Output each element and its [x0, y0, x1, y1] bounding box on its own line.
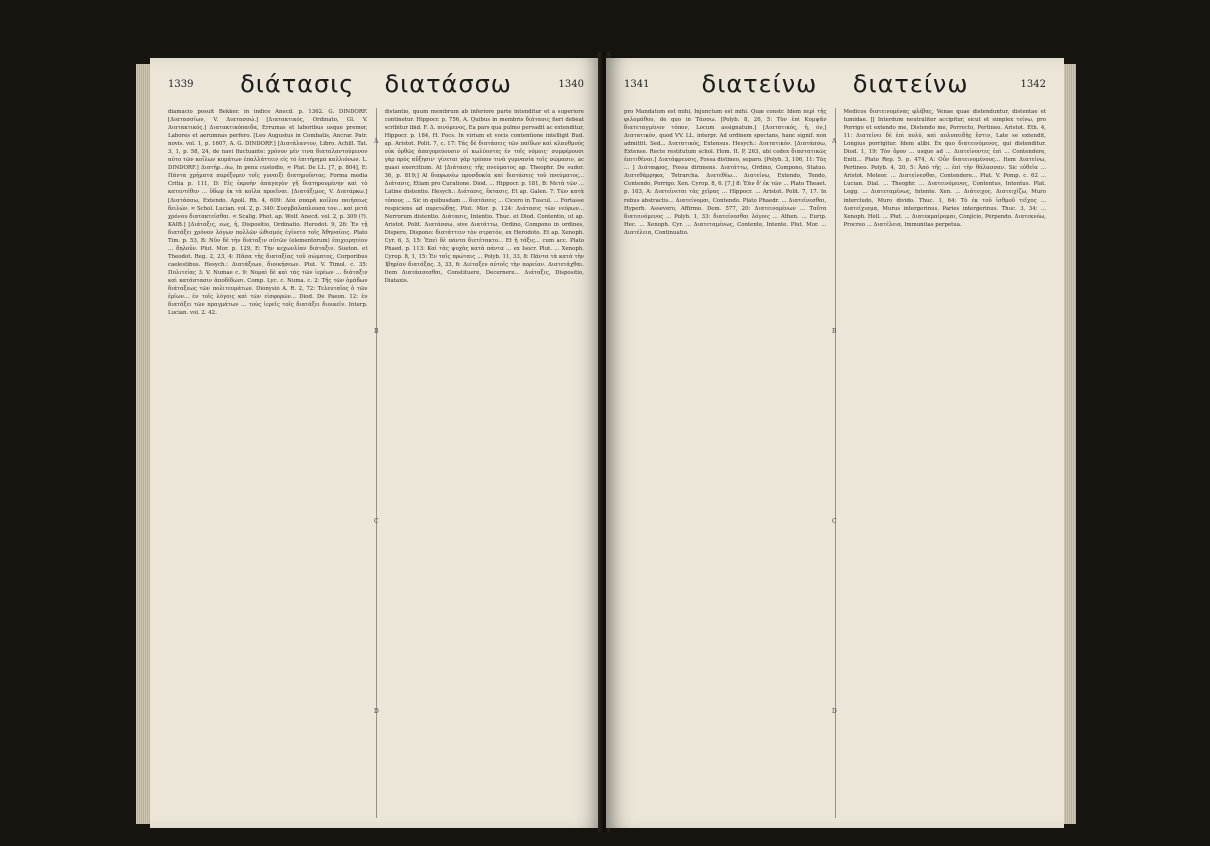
- page-number: 1340: [558, 78, 584, 90]
- running-headword: διατείνω: [852, 70, 969, 98]
- right-page-header: [624, 64, 1046, 104]
- margin-letter: A: [374, 138, 379, 145]
- left-page-header: [168, 64, 584, 104]
- running-headword: διατάσσω: [384, 70, 512, 98]
- margin-letter: B: [832, 328, 837, 335]
- column-text: distantio, quum membrum ab inferiore parte intenditur et a superiore continetur. Hippocr. p. 756, A. Quibus in membris διάτασις fieri debeat scribitur ibid. F. Δ. πινόμενος, Ea pars qua pulmo pervadit ac extenditur, Hippocr. p. 184, H. Focs. In virium et vocis contentione intelligit Bud. ap. Aristot. Polit. 7, c. 17: Τὰς δὲ διατάσεις τῶν παίδων καὶ κλαυθμοὺς οὐκ ὀρθῶς ἀπαγορεύουσιν οἱ κωλύοντες ἐν τοῖς νόμοις· συμφέρουσι γὰρ πρὸς αὔξησιν· γίνεται γὰρ τρόπον τινὰ γυμνασία τοῖς σώμασιν, ac quasi exercitium. At [Διάτασις τῆς πνεύματος ap. Theophr. De sudor. 36, p. 819;] Al διαφωνέω προσδοκία καὶ διατάσεις τοῦ πνεύματος... Διάτασις, Etiam pro Curatione. Diod. ... Hippocr. p. 181, B: Μετὰ τῶν ... Latine distentio. Hesych.: Διάτασις, ἔκτασις. Et ap. Galen. 7: Τῶν κατὰ τόπους ... Sic in quibusdam ... διατάσεις ... Cicero in Tuscul. ... Fortasse respiciens ad πυρετώδης. Plut. Mor. p. 124: Διάτασις τῶν νεύρων... Nerrorum distentio. Διάτασις, Intentio. Thuc. et Diod. Contentio, ut ap. Aristot. Polit. Διατάσσω, sive Διατάττω, Ordino, Compono in ordines, Dispero, Dispono: διατάττειν τὸν στρατόν, ex Herodoto. Et ap. Xenoph. Cyr. 6, 3, 15: Ἐπεὶ δὲ πάντα διετέτακτο... Et ἡ τάξις... cum acc. Plato Phaed. p. 113: Καὶ τὰς ψυχὰς κατὰ πάντα ... ex Isocr. Plut. ... Xenoph. Cyrop. 8, 1, 15: Ἐν ταῖς πρώταις ... Polyb. 11, 33, 8: Πάντα τὰ κατὰ τὴν Ἰβηρίαν διατάξας. 3, 33, 6: Διέταξεν αὐτοῖς τὴν πορείαν. Διατετάχθαι. Item Διατάσσεσθαι, Constituere, Decernere... Διάταξις, Dispositio, Diataxis.: [384, 109, 584, 284]
- page-number: 1342: [1020, 78, 1046, 90]
- running-headword: διάτασις: [240, 70, 355, 98]
- page-number: 1341: [624, 78, 650, 90]
- margin-letter: C: [832, 518, 837, 525]
- page-number: 1339: [168, 78, 194, 90]
- column-text: pro Mandatum est mihi, Injunctum est mihi. Quæ constr. Idem περὶ τῆς φιλομάθου, de quo in Τάσσω. [Polyb. 8, 26, 5: Τὸν ἐπὶ Κομψᾶν διατεταγμένον τόπον, Locum assignatum.] [Διατατικός, ἡ, όν,] Διατατικόν, quod VV. LL. interpr. Ad ordinem spectans, hanc signif. non admittit. Sed... Διατατικός, Extensus. Hesych.: Διατατικόν. [Διατάσσω, Extense. Recte restitutum schol. Hom. II. P, 263, ubi codex διαστατικῶς ἐπιτιθέναι.] Διατάφρευσις, Fossa distineo, separo. [Polyb. 3, 106, 11: Τὰς ... ] Διάταφρος, Fossa dirimens. Διατάττω, Ordino, Compono, Statuo. Διατεθάρρηκα, Tetrarcha. Διατεθέω... Διατείνω, Extendo, Tendo, Contendo, Porrigo. Xen. Cyrop. 8, 6. [7,] 8: Ἐὰν δ' ἐκ τῶν ... Plato Theaet. p. 163, A: Διατείνεται τὰς χεῖρας ... Hippocr. ... Aristot. Polit. 7, 17. In rebus abstractis... Διατείνομαι, Contendo. Plato Phaedr. ... Διατείνεσθαι, Hyperb. Assevero, Affirmo. Dem. 577, 20: Διατεινομένων ... Ταῦτα διατεινόμενος ... Polyb. 1, 33: διατείνεσθαι λόγοις ... Athen. ... Eurip. Hec. ... Xenoph. Cyr. ... Διατεταμένως, Contente, Intente. Plut. Mor. ... Διατέλεια, Continuatio.: [624, 109, 827, 236]
- margin-letter: D: [832, 708, 837, 715]
- text-column: [385, 108, 585, 818]
- margin-letter: D: [374, 708, 379, 715]
- right-page-edges: [1062, 64, 1076, 824]
- text-column: [844, 108, 1047, 818]
- text-column: [624, 108, 827, 818]
- right-page: [606, 58, 1064, 828]
- margin-letter: C: [374, 518, 379, 525]
- left-page: [150, 58, 602, 828]
- column-text: diamacio posuit Bekker. in indice Anecd. p. 1362. G. DINDORF. [Διατασσίων, V. Διατασσώ.] [Διατακτικός, Ordinato, Gl. V. Διατακτικός.] Διατακτικόπαιδα, Errumas et laboribus usque premor, Labores et aerumnas perfero. [Leo Augustus in Combatis, Ancrar. Patr. novis. vol. 1, p. 1607, A. G. DINDORF.] [Διατάλαντον, Libro. Achill. Tat. 3, 1, p. 58, 24, de navi fluctuante: χρόνον μέν τινα διαταλαντούμενον αὐτο τῶν κοΐλων κυμάτων ἐπαλλάττειν εἰς τὸ ἐπιτήρημα καλλιόνων. L. DINDORF.] Διατήρ...όω, In penu custodio, ≈ Plat. De LL. [7, p. 804], E: Πάντα χρήματα παρέξομεν τοῖς γυναιξὶ διατηροῦντας. Forma media Critia p. 111, D: Εἰς ἐκροὴν ἀπαγαγὸν γῆ διατηρουμένην καὶ τὸ κατεντέθεν ... ὕδωρ ἐκ τὰ κοῖλα προεῖναι. [Διατάξιμος, V. Διατάρκω.] [Διατάσσω, Extendo. Apoll. Rh. 4, 609: Δέα σπαρά κοίλου ποιήσεως δειλών. ≈ Schol. Lucian. vol. 2, p. 340: Συσμβαλαπλουσα τον... καὶ μετά χρόνου διατακτείσθαι. ≈ Scalig. Phot. ap. Wolf. Anecd. vol. 2, p. 309 (?). KAIB.] [Διάταξις, εως, ἡ, Dispositio, Ordinatio. Herodot. 9, 26: Ἐν τῇ διατάξει χρόνον λόγων πολλῶν ὠθισμός ἐγίνετο τοῖς Ἀθηναίοις. Plato Tim. p. 53, B: Νῦν δὲ τὴν διάταξιν αὐτῶν (elementorum) ἐπιχειρητέον ... δηλοῦν. Plut. Mor. p. 129, E: Τὴν κεχωνλίαν διάταξιν. Sueton. et Theodot. Reg. 2, 23, 4: Πᾶσα τῆς διαταξίας τοῦ σώματος, Corporibus caelestibus. Hesych.: Διατάξεων, διοικήσεων. Plut. V. Timol. c. 35: Πολιτείας 3. V. Numae c. 9: Νομαὶ δὲ καὶ τὰς τῶν ἱερέων ... διάταξιν καὶ κατάστασιν ἀποδίδωσι. Comp. Lyc. c. Numa. c. 2: Τῆς τῶν ὁμάδων διάταξεως τῶν πολιτευμάτων. Dionysio A. R. 2, 72: Τελευταῖος ὁ τῶν ἐρίων... ἐν τοῖς λόγοις καὶ τῶν εἰσφορῶν... Diod. De Paeon. 12: ἐν διατάξει τῶν πραγμάτων ... τοὺς ἱερεῖς τοῖς διατάξει διοικεῖν. Interp. Lucian. vol. 2. 42.: [168, 109, 368, 317]
- text-column: [168, 108, 368, 818]
- column-text: Medicos διατεινομένας φλέβας, Venae quae distenduntur, distentae et tumidae. [[ Interdum neutraliter accipitur, sicut et simplex τείνω, pro Porrigo et extendo me, Distendo me, Porrecto, Pertineo. Aristot. Eth. 4, 11: Διατείνει δὲ ἐπὶ πολύ, καὶ πολυπειδὴς ἔστιν, Late se extendit, Longius porrigitur. Idem alibi. Ex quo διατεινόμενος, qui distenditur. Diod. 1, 19: Τὸν ὅρον ... usque ad ... Διατείνοντες ἐπὶ ... Contendere, Eniti... Plato Rep. 5. p. 474, A: Οὖν διατεινομένους... Item Διατείνω, Pertineo. Polyb. 4, 20, 5: Ἀπὸ τῆς ... ἐπὶ τὴν θάλασσαν. Sic εὐθεῖα ... Aristot. Meteor. ... Διατείνεσθαι, Contendere... Plut. V. Pomp. c. 62 ... Lucian. Dial. ... Theophr. ... Διατεινόμενος, Contentus, Intentus. Plat. Legg. ... Διατεταμένως, Intente. Xen. ... Διάτειχος. Διατειχίζω, Muro intercludo, Muro divido. Thuc. 1, 64: Τὸ ἐκ τοῦ ἰσθμοῦ τεῖχος ... Διατείχισμα, Murus intergerinus, Paries intergerinus. Thuc. 3, 34: ... Xenoph. Hell. ... Plut. ... Διατεκμαίρομαι, Conjicio, Perpendo. Διατεκνόω, Procreo ... Διατέλεια, Immunitas perpetua.: [843, 109, 1046, 228]
- margin-letter: A: [832, 138, 837, 145]
- running-headword: διατείνω: [701, 70, 818, 98]
- margin-letter: B: [374, 328, 379, 335]
